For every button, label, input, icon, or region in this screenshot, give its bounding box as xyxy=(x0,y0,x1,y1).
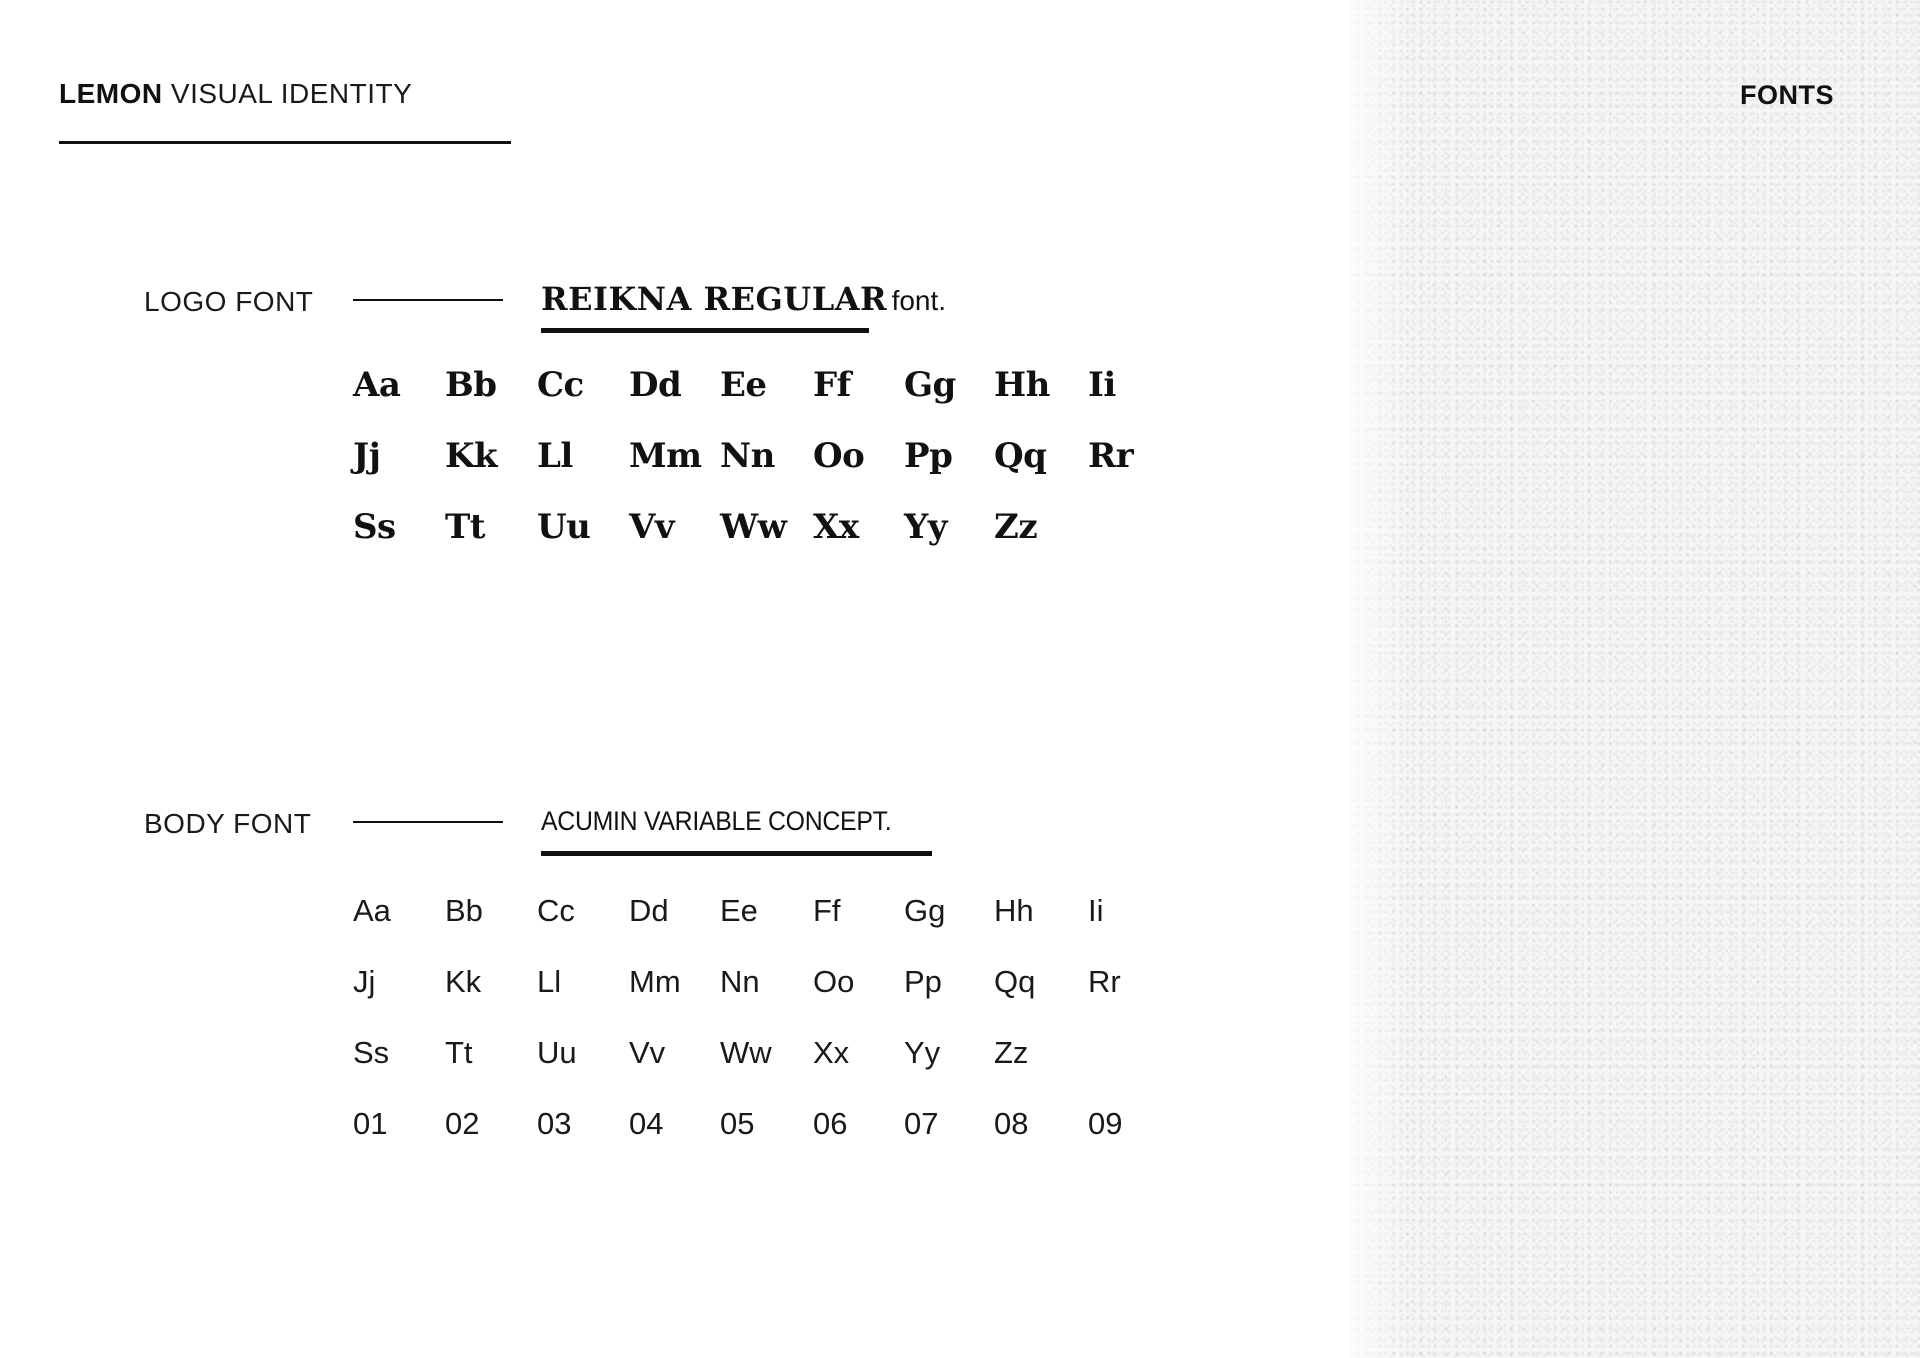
body-font-glyph: Ii xyxy=(1088,893,1104,928)
logo-font-label: LOGO FONT xyxy=(144,286,314,317)
body-font-connector-line xyxy=(353,821,503,823)
body-font-glyph: 04 xyxy=(629,1106,664,1141)
logo-font-glyph: Rr xyxy=(1088,436,1134,476)
body-font-glyph: Hh xyxy=(994,893,1034,928)
body-font-glyph: Ff xyxy=(813,893,841,928)
logo-font-name: REIKNA REGULAR xyxy=(541,280,888,318)
logo-font-glyph: Hh xyxy=(994,365,1050,405)
logo-font-title-underline xyxy=(541,328,869,333)
logo-font-glyph: Xx xyxy=(813,507,859,547)
logo-font-glyph-grid xyxy=(353,360,1180,573)
body-font-glyph: Cc xyxy=(537,893,575,928)
body-font-glyph: Ww xyxy=(720,1035,772,1070)
logo-font-glyph: Mm xyxy=(629,436,702,476)
body-font-glyph: Xx xyxy=(813,1035,850,1070)
body-font-glyph: Ee xyxy=(720,893,758,928)
logo-font-glyph: Tt xyxy=(445,507,486,547)
logo-font-glyph: Uu xyxy=(537,507,591,547)
body-font-glyph: Vv xyxy=(629,1035,666,1070)
body-font-glyph: 09 xyxy=(1088,1106,1123,1141)
body-font-glyph xyxy=(1088,1028,1180,1099)
body-font-title xyxy=(541,806,922,837)
body-font-glyph: Gg xyxy=(904,893,946,928)
logo-font-glyph: Nn xyxy=(720,436,775,476)
body-font-glyph: Dd xyxy=(629,893,669,928)
logo-font-suffix: font. xyxy=(891,285,947,316)
body-font-label: BODY FONT xyxy=(144,808,312,839)
body-font-glyph: Zz xyxy=(994,1035,1029,1070)
body-font-glyph-grid xyxy=(353,886,1180,1170)
logo-font-glyph: Ii xyxy=(1088,365,1116,405)
logo-font-glyph: Aa xyxy=(353,365,401,405)
body-font-glyph: Mm xyxy=(629,964,681,999)
logo-font-glyph: Qq xyxy=(994,436,1047,476)
body-font-glyph: 08 xyxy=(994,1106,1029,1141)
body-font-glyph: 03 xyxy=(537,1106,572,1141)
body-font-glyph: 05 xyxy=(720,1106,755,1141)
body-font-glyph: Ll xyxy=(537,964,562,999)
logo-font-glyph: Yy xyxy=(904,507,948,547)
logo-font-glyph: Cc xyxy=(537,365,584,405)
logo-font-glyph: Vv xyxy=(629,507,675,547)
logo-font-glyph: Ee xyxy=(720,365,767,405)
body-font-glyph: 01 xyxy=(353,1106,388,1141)
body-font-glyph: Oo xyxy=(813,964,855,999)
brand-name: LEMON xyxy=(59,78,163,109)
body-font-glyph: 02 xyxy=(445,1106,480,1141)
logo-font-glyph: Gg xyxy=(904,365,956,405)
body-font-glyph: Kk xyxy=(445,964,482,999)
body-font-glyph: Ss xyxy=(353,1035,390,1070)
logo-font-glyph: Dd xyxy=(629,365,682,405)
body-font-glyph: Aa xyxy=(353,893,391,928)
logo-font-glyph: Ll xyxy=(537,436,573,476)
section-title: FONTS xyxy=(1740,80,1834,110)
brand-title xyxy=(59,78,412,110)
body-font-glyph: Nn xyxy=(720,964,760,999)
paper-texture-panel xyxy=(1350,0,1920,1358)
logo-font-connector-line xyxy=(353,299,503,301)
body-font-glyph: Yy xyxy=(904,1035,941,1070)
body-font-glyph: 07 xyxy=(904,1106,939,1141)
logo-font-glyph: Jj xyxy=(353,436,381,476)
logo-font-glyph: Ff xyxy=(813,365,851,405)
body-font-glyph: Uu xyxy=(537,1035,577,1070)
body-font-glyph: 06 xyxy=(813,1106,848,1141)
logo-font-glyph: Ss xyxy=(353,507,396,547)
body-font-name: ACUMIN VARIABLE CONCEPT. xyxy=(541,806,892,836)
body-font-glyph: Tt xyxy=(445,1035,473,1070)
body-font-glyph: Rr xyxy=(1088,964,1121,999)
body-font-glyph: Jj xyxy=(353,964,376,999)
brand-subtitle: VISUAL IDENTITY xyxy=(170,78,413,109)
logo-font-glyph: Bb xyxy=(445,365,497,405)
header-divider xyxy=(59,141,511,144)
body-font-title-underline xyxy=(541,851,932,856)
logo-font-glyph: Ww xyxy=(720,507,787,547)
body-font-glyph: Bb xyxy=(445,893,483,928)
logo-font-title xyxy=(541,280,946,318)
body-font-glyph: Qq xyxy=(994,964,1036,999)
logo-font-glyph: Zz xyxy=(994,507,1038,547)
texture-fade xyxy=(1330,0,1410,1358)
logo-font-glyph: Oo xyxy=(813,436,865,476)
body-font-glyph: Pp xyxy=(904,964,942,999)
logo-font-glyph: Pp xyxy=(904,436,953,476)
logo-font-glyph: Kk xyxy=(445,436,498,476)
